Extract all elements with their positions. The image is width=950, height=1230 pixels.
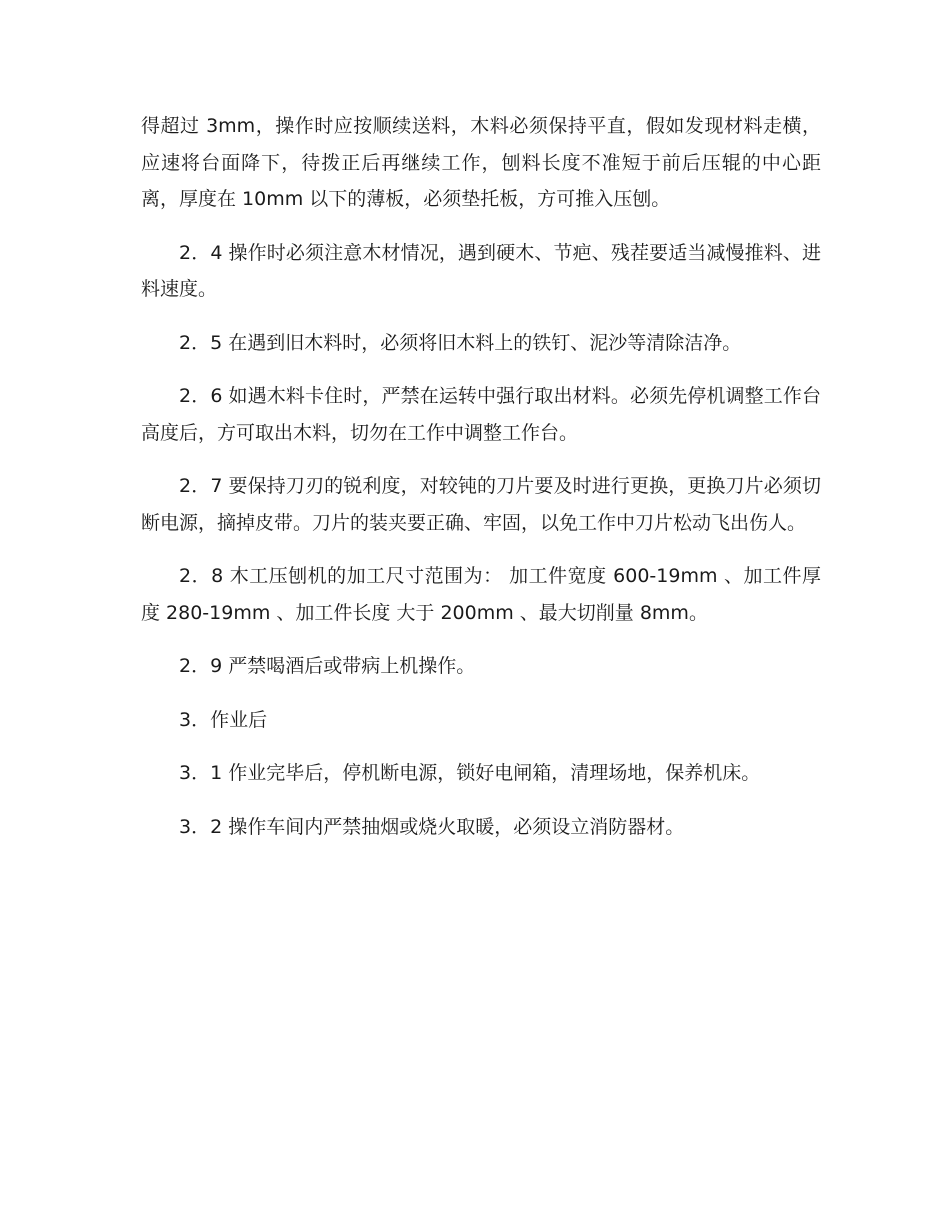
paragraph-2-6: 2．6 如遇木料卡住时，严禁在运转中强行取出材料。必须先停机调整工作台高度后，方可取出木料，切勿在工作中调整工作台。	[141, 385, 821, 444]
paragraph-continuation: 得超过 3mm，操作时应按顺续送料，木料必须保持平直，假如发现材料走横，应速将台面降下，待拨正后再继续工作，刨料长度不准短于前后压辊的中心距离，厚度在 10mm 以下的薄板，必须垫托板，方可推入压刨。	[141, 115, 821, 210]
paragraph-3-1: 3．1 作业完毕后，停机断电源，锁好电闸箱，清理场地，保养机床。	[179, 762, 761, 784]
document-body	[141, 108, 821, 862]
paragraph-2-9: 2．9 严禁喝酒后或带病上机操作。	[179, 655, 476, 677]
paragraph-2-5: 2．5 在遇到旧木料时，必须将旧木料上的铁钉、泥沙等清除洁净。	[179, 331, 742, 354]
paragraph-3-2: 3．2 操作车间内严禁抽烟或烧火取暖，必须设立消防器材。	[179, 815, 685, 838]
paragraph-2-7: 2．7 要保持刀刃的锐利度，对较钝的刀片要及时进行更换，更换刀片必须切断电源，摘掉皮带。刀片的装夹要正确、牢固，以免工作中刀片松动飞出伤人。	[141, 475, 821, 534]
paragraph-2-8: 2．8 木工压刨机的加工尺寸范围为： 加工件宽度 600-19mm 、加工件厚度 280-19mm 、加工件长度 大于 200mm 、最大切削量 8mm。	[141, 565, 821, 624]
paragraph-2-4: 2．4 操作时必须注意木材情况，遇到硬木、节疤、残茬要适当减慢推料、进料速度。	[141, 241, 821, 300]
section-heading-3: 3．作业后	[179, 708, 268, 731]
